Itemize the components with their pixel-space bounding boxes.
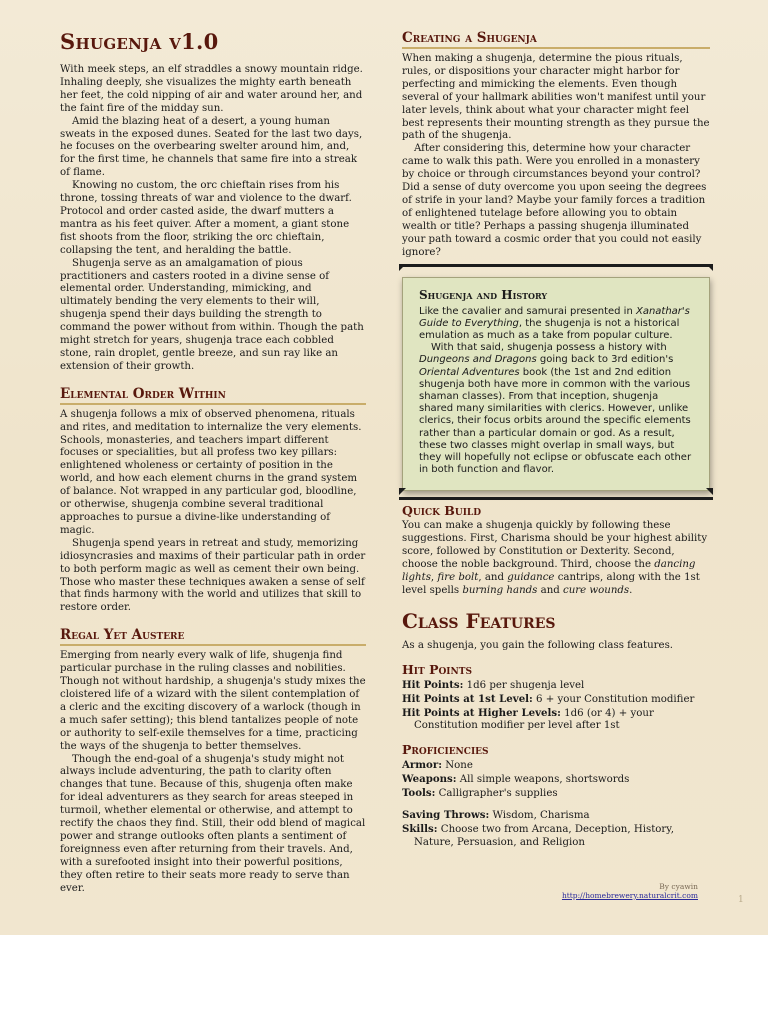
note-bottom-border xyxy=(399,491,713,500)
intro-paragraph: Shugenja serve as an amalgamation of pious practitioners and casters rooted in a divine sense of elemental order. Understanding, mimicking, and ultimately bending the very elements to their will, shugenja spend their days building the strength to command the power without from within. Though the path might stretch for years, shugenja trace each cobbled stone, rain droplet, gentle breeze, and sun ray like an extension of their growth. xyxy=(60,257,364,372)
page-number: 1 xyxy=(738,895,744,905)
creating-paragraph: When making a shugenja, determine the pious rituals, rules, or dispositions your character might harbor for perfecting and mimicking the elements. Even though several of your hallmark abilities won't manifest until your later levels, think about what your character might feel best represents their mounting strength as they pursue the path of the shugenja. xyxy=(402,53,710,142)
intro-paragraph: Amid the blazing heat of a desert, a young human sweats in the exposed dunes. Seated for the last two days, he focuses on the overbearing swelter around him, and, for the first time, he channels that same fire into a streak of flame. xyxy=(60,115,363,179)
history-note-box xyxy=(402,277,710,492)
class-features-section xyxy=(402,640,710,850)
saving-throws-line: Saving Throws: Wisdom, Charisma xyxy=(402,809,590,822)
heading-proficiencies: Proficiencies xyxy=(402,742,489,758)
proficiency-line: Armor: None xyxy=(402,759,473,772)
homebrewery-link[interactable]: http://homebrewery.naturalcrit.com xyxy=(561,891,698,900)
page-title: Shugenja v1.0 xyxy=(60,29,219,54)
hit-points-line: Hit Points at Higher Levels: 1d6 (or 4) + your Constitution modifier per level after 1st xyxy=(402,706,654,732)
footer-credit xyxy=(548,882,698,900)
history-note-title: Shugenja and History xyxy=(419,287,548,302)
note-top-border xyxy=(399,264,713,277)
quick-build-paragraph: You can make a shugenja quickly by following these suggestions. First, Charisma should be your highest ability score, followed by Constitution or Dexterity. Second, choose the noble background. Third, choose the dancing lights, fire bolt, and guidance cantrips, along with the 1st level spells burning hands and cure wounds. xyxy=(402,520,708,596)
creating-paragraph: After considering this, determine how your character came to walk this path. Were you enrolled in a monastery by choice or through circumstances beyond your control? Did a sense of duty overcome you upon seeing the degrees of strife in your land? Maybe your family forces a tradition of enlightened tutelage before allowing you to obtain wealth or title? Perhaps a passing shugenja illuminated your path toward a cosmic order that you could not easily ignore? xyxy=(402,143,707,258)
heading-creating-a-shugenja: Creating a Shugenja xyxy=(402,30,710,49)
left-column xyxy=(60,30,366,895)
regal-paragraph: Though the end-goal of a shugenja's study might not always include adventuring, the path to clarity often changes that tune. Because of this, shugenja often make for ideal adventurers as they search for areas steeped in turmoil, whether elemental or otherwise, and attempt to rectify the chaos they find. Still, their odd blend of magical power and strange outlooks often plants a sentiment of foreignness even after returning from their travels. And, with a surefooted insight into their powerful positions, they often retire to their seats more ready to serve than ever. xyxy=(60,753,366,894)
heading-class-features: Class Features xyxy=(402,608,556,633)
hit-points-line: Hit Points: 1d6 per shugenja level xyxy=(402,678,585,691)
class-features-intro: As a shugenja, you gain the following class features. xyxy=(402,639,674,651)
right-column xyxy=(402,30,710,850)
heading-quick-build: Quick Build xyxy=(402,503,482,519)
proficiency-line: Weapons: All simple weapons, shortswords xyxy=(402,773,630,786)
proficiency-line: Tools: Calligrapher's supplies xyxy=(402,787,558,800)
hit-points-line: Hit Points at 1st Level: 6 + your Constitution modifier xyxy=(402,692,695,705)
heading-hit-points: Hit Points xyxy=(402,661,472,677)
history-note-paragraph: Like the cavalier and samurai presented in Xanathar's Guide to Everything, the shugenja is not a historical emulation as much as a take from popular culture. xyxy=(419,305,690,341)
credit-text: By cyawin xyxy=(659,882,698,891)
history-note-paragraph: With that said, shugenja possess a history with Dungeons and Dragons going back to 3rd edition's Oriental Adventures book (the 1st and 2nd edition shugenja both have more in common with the various shaman classes). From that inception, shugenja shared many similarities with clerics. However, unlike clerics, their focus orbits around the specific elements rather than a particular domain or god. As a result, these two classes might overlap in small ways, but they will hopefully not eclipse or obfuscate each other in both function and flavor. xyxy=(419,342,692,476)
heading-elemental-order: Elemental Order Within xyxy=(60,386,366,405)
intro-paragraph: Knowing no custom, the orc chieftain rises from his throne, tossing threats of war and violence to the dwarf. Protocol and order casted aside, the dwarf mutters a mantra as his feet quiver. After a moment, a giant stone fist shoots from the floor, striking the orc chieftain, collapsing the tent, and heralding the battle. xyxy=(60,180,352,256)
heading-regal-yet-austere: Regal Yet Austere xyxy=(60,627,366,646)
regal-paragraph: Emerging from nearly every walk of life, shugenja find particular purchase in the ruling classes and nobilities. Though not without hardship, a shugenja's study mixes the cloistered life of a wizard with the silent contemplation of a cleric and the exciting discovery of a warlock (though in a much safer setting); this blend tantalizes people of note or authority to self-exile themselves for a time, practicing the ways of the shugenja to better themselves. xyxy=(60,650,366,752)
elemental-paragraph: A shugenja follows a mix of observed phenomena, rituals and rites, and meditation to internalize the very elements. Schools, monasteries, and teachers impart different focuses or specialities, but all profess two key pillars: enlightened wholeness or certainty of position in the world, and how each element churns in the grand system of balance. Not wrapped in any particular god, bloodline, or otherwise, shugenja combine several traditional approaches to pursue a divine-like understanding of magic. xyxy=(60,408,362,536)
skills-line: Skills: Choose two from Arcana, Deception, History, Nature, Persuasion, and Religion xyxy=(402,822,674,848)
elemental-paragraph: Shugenja spend years in retreat and study, memorizing idiosyncrasies and maxims of their particular path in order to both perform magic as well as cement their own being. Those who master these techniques awaken a sense of self that finds harmony with the world and utilizes that skill to restore order. xyxy=(60,537,366,614)
intro-paragraph: With meek steps, an elf straddles a snowy mountain ridge. Inhaling deeply, she visualizes the mighty earth beneath her feet, the cold nipping of air and water around her, and the faint fire of the midday sun. xyxy=(60,64,363,114)
